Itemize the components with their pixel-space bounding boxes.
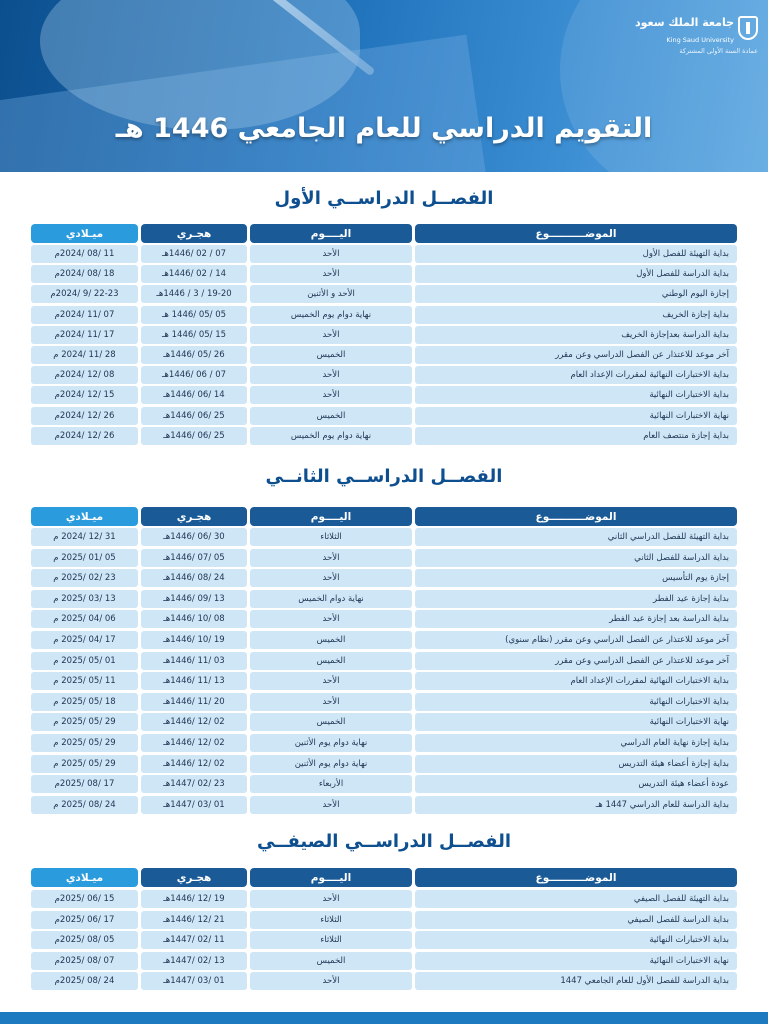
cell-topic: نهاية الاختبارات النهائية [415, 952, 737, 970]
cell-hijri: 07 / 02 /1446هـ [141, 245, 247, 263]
cell-hijri: 11 /02 /1447هـ [141, 931, 247, 949]
cell-hijri: 19-20 / 3 / 1446هـ [141, 285, 247, 303]
cell-hijri: 02 /12 /1446هـ [141, 734, 247, 752]
cell-day: الأحد [250, 972, 412, 990]
university-logo [622, 14, 758, 58]
cell-day: نهاية دوام يوم الخميس [250, 427, 412, 445]
cell-hijri: 02 /12 /1446هـ [141, 713, 247, 731]
cell-gregorian: 07 /08 /2025م [31, 952, 138, 970]
table-row [31, 306, 737, 324]
cell-gregorian: 24 /08 /2025م [31, 972, 138, 990]
column-day-header: اليــــوم [250, 507, 412, 526]
cell-day: الأحد [250, 693, 412, 711]
cell-gregorian: 11 /08 /2024م [31, 245, 138, 263]
cell-hijri: 01 /03 /1447هـ [141, 972, 247, 990]
cell-hijri: 05 /07 /1446هـ [141, 549, 247, 567]
cell-gregorian: 17 /04 /2025 م [31, 631, 138, 649]
cell-topic: بداية الدراسة للفصل الثاني [415, 549, 737, 567]
cell-hijri: 14 / 02 /1446هـ [141, 265, 247, 283]
cell-topic: بداية التهيئة للفصل الصيفي [415, 890, 737, 908]
cell-day: الثلاثاء [250, 911, 412, 929]
page-title: التقويم الدراسي للعام الجامعي 1446 هـ [115, 113, 653, 144]
section-title-second: الفصــل الدراســي الثانــي [265, 466, 503, 487]
cell-hijri: 20 /11 /1446هـ [141, 693, 247, 711]
table-row [31, 931, 737, 949]
cell-topic: بداية الاختبارات النهائية [415, 931, 737, 949]
table-row [31, 952, 737, 970]
table-row [31, 285, 737, 303]
cell-day: الأحد [250, 245, 412, 263]
table-row [31, 796, 737, 814]
cell-topic: بداية الدراسة للفصل الأول للعام الجامعي 1447 [415, 972, 737, 990]
cell-hijri: 08 /10 /1446هـ [141, 610, 247, 628]
cell-gregorian: 23 /02 /2025 م [31, 569, 138, 587]
cell-day: الأحد [250, 326, 412, 344]
table-row [31, 972, 737, 990]
cell-topic: بداية الدراسة للفصل الصيفي [415, 911, 737, 929]
cell-day: الأحد [250, 549, 412, 567]
cell-gregorian: 17 /11 /2024م [31, 326, 138, 344]
cell-hijri: 19 /10 /1446هـ [141, 631, 247, 649]
table-row [31, 734, 737, 752]
cell-day: الأحد [250, 366, 412, 384]
column-hijri-header: هجـري [141, 224, 247, 243]
column-gregorian-header: ميـلادي [31, 507, 138, 526]
cell-gregorian: 26 /12 /2024م [31, 427, 138, 445]
cell-topic: بداية الاختبارات النهائية لمقررات الإعداد العام [415, 672, 737, 690]
cell-topic: بداية إجازة منتصف العام [415, 427, 737, 445]
cell-day: نهاية دوام يوم الأثنين [250, 755, 412, 773]
table-row [31, 590, 737, 608]
cell-hijri: 24 /08 /1446هـ [141, 569, 247, 587]
cell-gregorian: 17 /06 /2025م [31, 911, 138, 929]
section-title-first: الفصــل الدراســي الأول [274, 188, 494, 209]
table-header-summer [31, 868, 737, 887]
cell-gregorian: 26 /12 /2024م [31, 407, 138, 425]
column-topic-header: الموضــــــــــوع [415, 224, 737, 243]
table-row [31, 386, 737, 404]
cell-topic: بداية الدراسة بعدإجازة الخريف [415, 326, 737, 344]
cell-day: الأحد [250, 569, 412, 587]
cell-topic: إجازة يوم التأسيس [415, 569, 737, 587]
cell-hijri: 13 /02 /1447هـ [141, 952, 247, 970]
cell-gregorian: 29 /05 /2025 م [31, 713, 138, 731]
cell-day: نهاية دوام يوم الخميس [250, 306, 412, 324]
cell-day: الأحد [250, 386, 412, 404]
cell-gregorian: 08 /12 /2024م [31, 366, 138, 384]
cell-hijri: 15 /05 /1446 هـ [141, 326, 247, 344]
cell-gregorian: 24 /08 /2025 م [31, 796, 138, 814]
cell-day: الخميس [250, 652, 412, 670]
column-day-header: اليــــوم [250, 224, 412, 243]
cell-topic: إجازة اليوم الوطني [415, 285, 737, 303]
cell-day: الأحد و الأثنين [250, 285, 412, 303]
cell-day: الخميس [250, 346, 412, 364]
cell-topic: بداية التهيئة للفصل الأول [415, 245, 737, 263]
cell-topic: بداية الدراسة للعام الدراسي 1447 هـ [415, 796, 737, 814]
cell-gregorian: 29 /05 /2025 م [31, 755, 138, 773]
cell-day: الأحد [250, 672, 412, 690]
cell-day: الأحد [250, 796, 412, 814]
table-row [31, 366, 737, 384]
cell-day: الأحد [250, 265, 412, 283]
cell-topic: بداية الدراسة للفصل الأول [415, 265, 737, 283]
table-row [31, 890, 737, 908]
cell-gregorian: 31 /12 /2024 م [31, 528, 138, 546]
table-row [31, 245, 737, 263]
cell-topic: بداية إجازة أعضاء هيئة التدريس [415, 755, 737, 773]
table-row [31, 326, 737, 344]
table-row [31, 427, 737, 445]
cell-topic: آخر موعد للاعتذار عن الفصل الدراسي وعن مقرر [415, 346, 737, 364]
column-topic-header: الموضــــــــــوع [415, 868, 737, 887]
table-row [31, 652, 737, 670]
cell-hijri: 01 /03 /1447هـ [141, 796, 247, 814]
table-row [31, 631, 737, 649]
section-title-summer: الفصــل الدراســي الصيفــي [256, 831, 512, 852]
column-hijri-header: هجـري [141, 507, 247, 526]
university-emblem-icon [738, 16, 758, 40]
cell-hijri: 02 /12 /1446هـ [141, 755, 247, 773]
table-row [31, 569, 737, 587]
cell-day: الخميس [250, 407, 412, 425]
cell-hijri: 03 /11 /1446هـ [141, 652, 247, 670]
cell-gregorian: 29 /05 /2025 م [31, 734, 138, 752]
cell-gregorian: 05 /01 /2025 م [31, 549, 138, 567]
cell-topic: بداية الاختبارات النهائية لمقررات الإعداد العام [415, 366, 737, 384]
footer-bar [0, 1012, 768, 1024]
table-row [31, 346, 737, 364]
table-row [31, 713, 737, 731]
table-row [31, 265, 737, 283]
cell-day: نهاية دوام الخميس [250, 590, 412, 608]
cell-gregorian: 06 /04 /2025 م [31, 610, 138, 628]
cell-gregorian: 01 /05 /2025 م [31, 652, 138, 670]
table-header-second [31, 507, 737, 526]
table-row [31, 693, 737, 711]
cell-topic: بداية التهيئة للفصل الدراسي الثاني [415, 528, 737, 546]
cell-day: نهاية دوام يوم الأثنين [250, 734, 412, 752]
cell-day: الثلاثاء [250, 528, 412, 546]
column-topic-header: الموضــــــــــوع [415, 507, 737, 526]
cell-topic: آخر موعد للاعتذار عن الفصل الدراسي وعن مقرر (نظام سنوي) [415, 631, 737, 649]
cell-hijri: 25 /06 /1446هـ [141, 407, 247, 425]
cell-day: الخميس [250, 952, 412, 970]
table-row [31, 610, 737, 628]
cell-hijri: 19 /12 /1446هـ [141, 890, 247, 908]
cell-hijri: 30 /06 /1446هـ [141, 528, 247, 546]
cell-hijri: 13 /11 /1446هـ [141, 672, 247, 690]
cell-hijri: 05 /05 /1446 هـ [141, 306, 247, 324]
cell-gregorian: 05 /08 /2025م [31, 931, 138, 949]
cell-gregorian: 18 /08 /2024م [31, 265, 138, 283]
cell-day: الخميس [250, 713, 412, 731]
cell-gregorian: 11 /05 /2025 م [31, 672, 138, 690]
cell-topic: بداية الدراسة بعد إجازة عيد الفطر [415, 610, 737, 628]
cell-hijri: 21 /12 /1446هـ [141, 911, 247, 929]
logo-arabic-name: جامعة الملك سعود [635, 16, 734, 29]
cell-day: الأربعاء [250, 775, 412, 793]
cell-gregorian: 15 /12 /2024م [31, 386, 138, 404]
table-row [31, 528, 737, 546]
cell-gregorian: 13 /03 /2025 م [31, 590, 138, 608]
cell-hijri: 26 /05 /1446هـ [141, 346, 247, 364]
cell-day: الثلاثاء [250, 931, 412, 949]
cell-topic: بداية الاختبارات النهائية [415, 693, 737, 711]
cell-gregorian: 15 /06 /2025م [31, 890, 138, 908]
column-gregorian-header: ميـلادي [31, 868, 138, 887]
cell-hijri: 13 /09 /1446هـ [141, 590, 247, 608]
logo-department: عمادة السنة الأولى المشتركة [679, 47, 758, 55]
column-day-header: اليــــوم [250, 868, 412, 887]
cell-gregorian: 17 /08 /2025م [31, 775, 138, 793]
table-row [31, 672, 737, 690]
cell-day: الأحد [250, 610, 412, 628]
cell-topic: بداية إجازة عيد الفطر [415, 590, 737, 608]
table-header-first [31, 224, 737, 243]
cell-hijri: 25 /06 /1446هـ [141, 427, 247, 445]
table-row [31, 549, 737, 567]
cell-gregorian: 22-23 /9 /2024م [31, 285, 138, 303]
cell-topic: بداية إجازة الخريف [415, 306, 737, 324]
cell-gregorian: 28 /11 /2024 م [31, 346, 138, 364]
table-row [31, 911, 737, 929]
table-row [31, 775, 737, 793]
cell-topic: بداية إجازة نهاية العام الدراسي [415, 734, 737, 752]
table-row [31, 755, 737, 773]
logo-english-name: King Saud University [666, 36, 734, 44]
cell-day: الأحد [250, 890, 412, 908]
column-hijri-header: هجـري [141, 868, 247, 887]
cell-hijri: 14 /06 /1446هـ [141, 386, 247, 404]
cell-gregorian: 18 /05 /2025 م [31, 693, 138, 711]
cell-hijri: 23 /02 /1447هـ [141, 775, 247, 793]
cell-topic: نهاية الاختبارات النهائية [415, 407, 737, 425]
cell-day: الخميس [250, 631, 412, 649]
cell-hijri: 07 / 06 /1446هـ [141, 366, 247, 384]
cell-topic: بداية الاختبارات النهائية [415, 386, 737, 404]
column-gregorian-header: ميـلادي [31, 224, 138, 243]
cell-topic: نهاية الاختبارات النهائية [415, 713, 737, 731]
cell-gregorian: 07 /11 /2024م [31, 306, 138, 324]
table-row [31, 407, 737, 425]
cell-topic: آخر موعد للاعتذار عن الفصل الدراسي وعن مقرر [415, 652, 737, 670]
cell-topic: عودة أعضاء هيئة التدريس [415, 775, 737, 793]
header-banner [0, 0, 768, 172]
